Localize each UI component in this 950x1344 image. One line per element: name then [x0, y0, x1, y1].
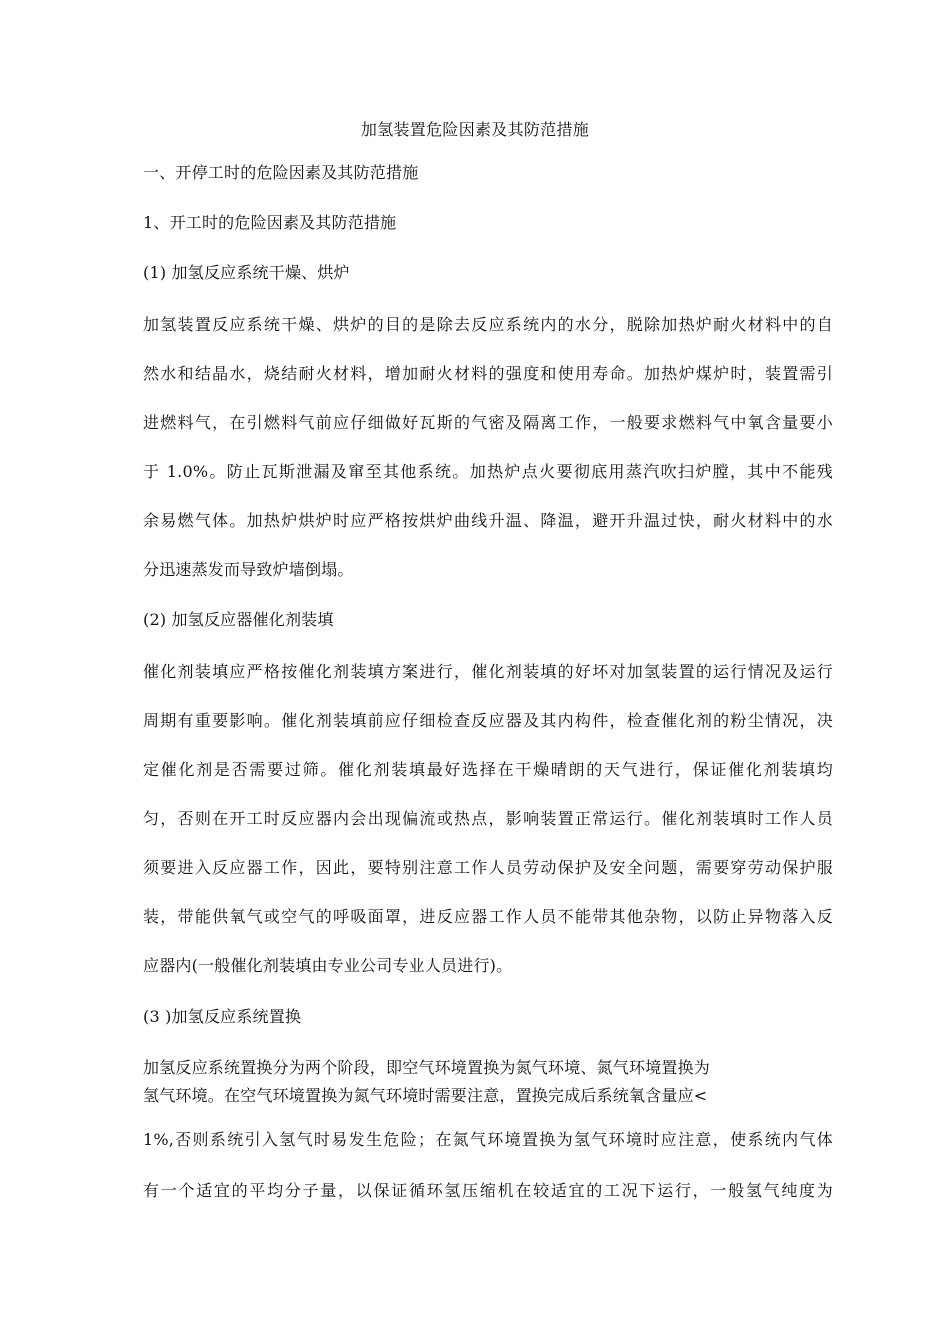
paragraph-line: 周期有重要影响。催化剂装填前应仔细检查反应器及其内构件，检查催化剂的粉尘情况，决 — [143, 711, 833, 730]
item-heading: (2) 加氢反应器催化剂装填 — [143, 610, 334, 629]
paragraph-line: 氢气环境。在空气环境置换为氮气环境时需要注意，置换完成后系统氧含量应< — [143, 1086, 708, 1105]
subsection-heading: 1、开工时的危险因素及其防范措施 — [143, 213, 397, 232]
paragraph-line: 有一个适宜的平均分子量，以保证循环氢压缩机在较适宜的工况下运行，一般氢气纯度为 — [143, 1181, 833, 1200]
item-heading: (1) 加氢反应系统干燥、烘炉 — [143, 263, 350, 282]
paragraph-line: 加氢反应系统置换分为两个阶段，即空气环境置换为氮气环境、氮气环境置换为 — [143, 1058, 711, 1077]
item-heading: (3 )加氢反应系统置换 — [143, 1007, 302, 1026]
paragraph-line: 匀，否则在开工时反应器内会出现偏流或热点，影响装置正常运行。催化剂装填时工作人员 — [143, 809, 833, 828]
paragraph-line: 定催化剂是否需要过筛。催化剂装填最好选择在干燥晴朗的天气进行，保证催化剂装填均 — [143, 760, 833, 779]
paragraph-line: 催化剂装填应严格按催化剂装填方案进行，催化剂装填的好坏对加氢装置的运行情况及运行 — [143, 662, 833, 681]
paragraph-line: 于 1.0%。防止瓦斯泄漏及窜至其他系统。加热炉点火要彻底用蒸汽吹扫炉膛，其中不能残 — [143, 462, 833, 481]
paragraph-line: 加氢装置反应系统干燥、烘炉的目的是除去反应系统内的水分，脱除加热炉耐火材料中的自 — [143, 315, 833, 334]
document-title: 加氢装置危险因素及其防范措施 — [360, 120, 590, 139]
paragraph-line: 余易燃气体。加热炉烘炉时应严格按烘炉曲线升温、降温，避开升温过快，耐火材料中的水 — [143, 511, 833, 530]
paragraph-line: 1%,否则系统引入氢气时易发生危险；在氮气环境置换为氢气环境时应注意，使系统内气体 — [143, 1130, 833, 1149]
paragraph-line: 分迅速蒸发而导致炉墙倒塌。 — [143, 560, 354, 579]
paragraph-line: 应器内(一般催化剂装填由专业公司专业人员进行)。 — [143, 956, 513, 975]
paragraph-line: 须要进入反应器工作，因此，要特别注意工作人员劳动保护及安全问题，需要穿劳动保护服 — [143, 858, 833, 877]
paragraph-line: 进燃料气，在引燃料气前应仔细做好瓦斯的气密及隔离工作，一般要求燃料气中氧含量要小 — [143, 413, 833, 432]
section-heading: 一、开停工时的危险因素及其防范措施 — [143, 163, 419, 182]
paragraph-line: 装，带能供氧气或空气的呼吸面罩，进反应器工作人员不能带其他杂物，以防止异物落入反 — [143, 907, 833, 926]
paragraph-line: 然水和结晶水，烧结耐火材料，增加耐火材料的强度和使用寿命。加热炉煤炉时，装置需引 — [143, 364, 833, 383]
